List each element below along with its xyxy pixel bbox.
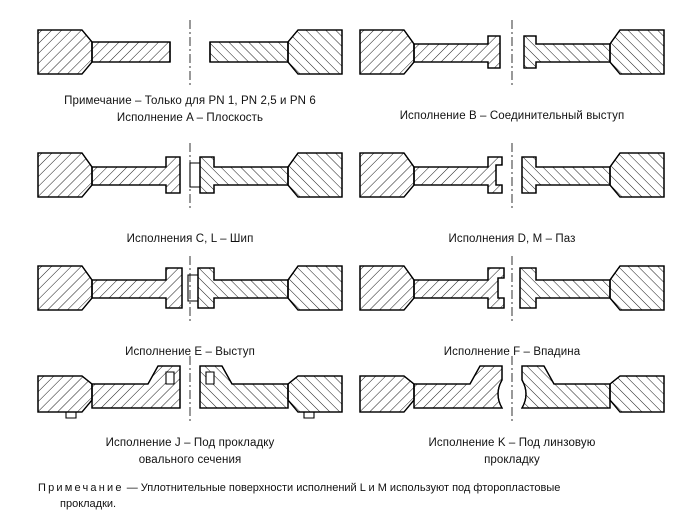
figure-f-title: Исполнение F – Впадина [443, 346, 581, 358]
figure-a [30, 12, 350, 126]
figure-k [352, 350, 672, 468]
figure-c-l [30, 135, 350, 247]
footnote [38, 480, 668, 512]
figure-a-title: Исполнение A – Плоскость [116, 112, 264, 124]
footnote-text-2: прокладки. [60, 498, 117, 510]
figure-e [30, 248, 350, 360]
figure-a-note: Примечание – Только для PN 1, PN 2,5 и PN 6 [64, 95, 316, 107]
figure-b [352, 12, 672, 124]
figure-e-drawing [30, 248, 350, 328]
figure-j-title: Исполнение J – Под прокладку [105, 437, 275, 449]
footnote-text: Уплотнительные поверхности исполнений L и M используют под фторопластовые [140, 482, 561, 494]
figure-d-m-drawing [352, 135, 672, 215]
figure-a-drawing [30, 12, 350, 92]
figure-d-m-title: Исполнения D, M – Паз [448, 233, 576, 245]
figure-c-l-title: Исполнения C, L – Шип [126, 233, 254, 245]
figure-e-title: Исполнение E – Выступ [125, 346, 255, 358]
figure-j-title-2: овального сечения [138, 454, 242, 466]
figure-k-title-2: прокладку [484, 454, 540, 466]
footnote-label: Примечание [38, 482, 124, 494]
figure-c-l-drawing [30, 135, 350, 215]
figure-j [30, 350, 350, 468]
figure-b-title: Исполнение B – Соединительный выступ [399, 110, 625, 122]
figure-k-title: Исполнение K – Под линзовую [428, 437, 596, 449]
footnote-dash: — [126, 482, 138, 494]
figure-b-drawing [352, 12, 672, 92]
figure-f [352, 248, 672, 360]
figure-d-m [352, 135, 672, 247]
figure-k-drawing [352, 350, 672, 430]
figure-f-drawing [352, 248, 672, 328]
figure-j-drawing [30, 350, 350, 430]
